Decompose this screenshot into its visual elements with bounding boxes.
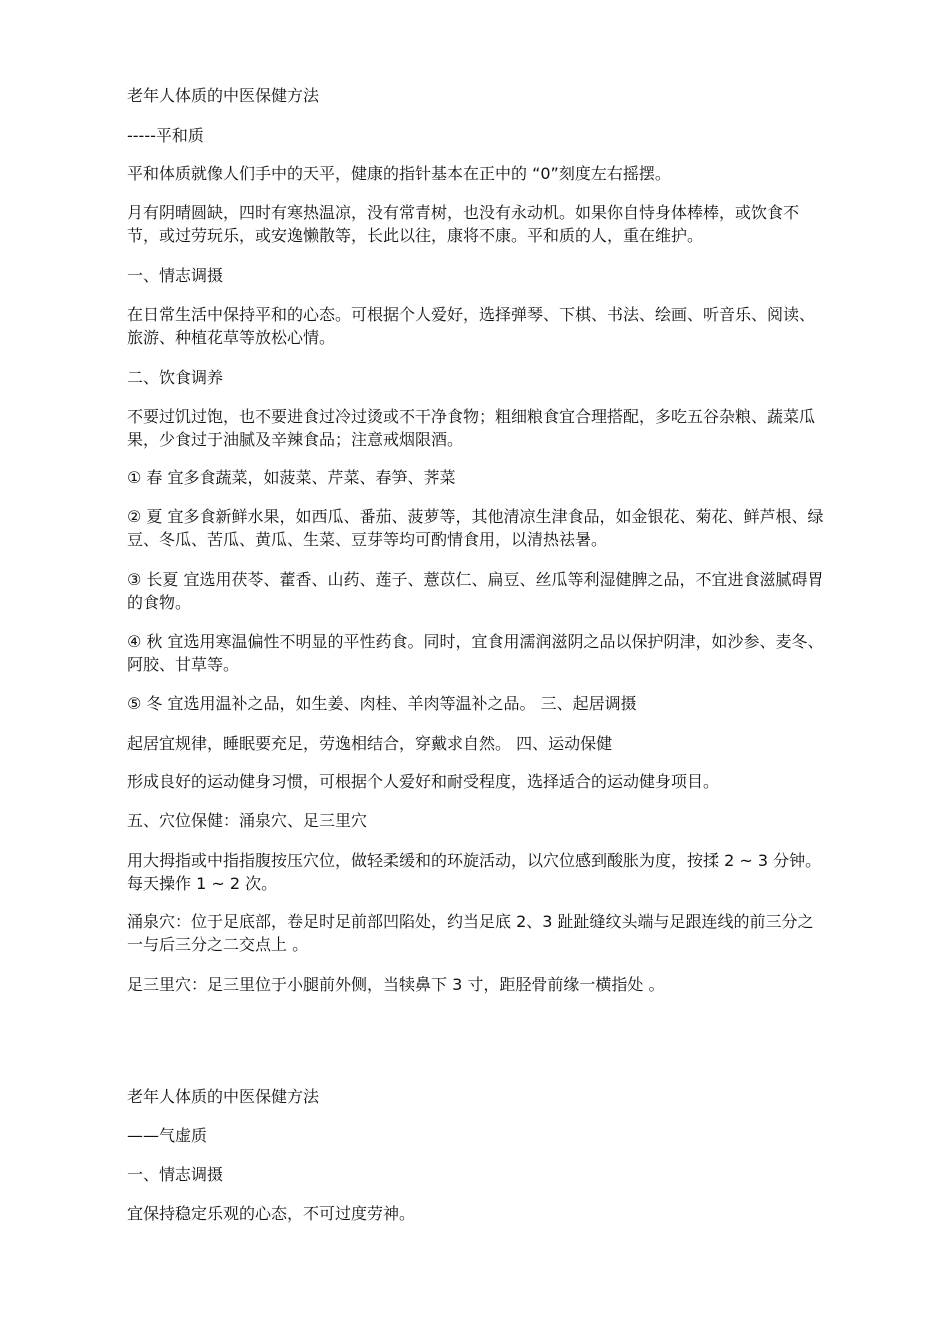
diet-long-summer: ③ 长夏 宜选用茯苓、藿香、山药、莲子、薏苡仁、扁豆、丝瓜等利湿健脾之品，不宜进食滋腻碍胃的食物。 <box>127 570 824 612</box>
section1-title: 老年人体质的中医保健方法 <box>127 86 320 105</box>
paragraph-acupoint: 用大拇指或中指指腹按压穴位，做轻柔缓和的环旋活动，以穴位感到酸胀为度，按揉 2 ~ 3 分钟。每天操作 1 ~ 2 次。 <box>127 851 822 893</box>
paragraph-daily-life: 起居宜规律，睡眠要充足，劳逸相结合，穿戴求自然。 四、运动保健 <box>127 734 613 753</box>
section2-subtitle: ——气虚质 <box>127 1126 208 1145</box>
paragraph-exercise: 形成良好的运动健身习惯，可根据个人爱好和耐受程度，选择适合的运动健身项目。 <box>127 772 720 791</box>
section1-intro-2: 月有阴晴圆缺，四时有寒热温凉，没有常青树，也没有永动机。如果你自恃身体棒棒，或饮食不节，或过劳玩乐，或安逸懒散等，长此以往，康将不康。平和质的人，重在维护。 <box>127 203 800 245</box>
heading-diet: 二、饮食调养 <box>127 368 224 387</box>
heading-acupoint: 五、穴位保健：涌泉穴、足三里穴 <box>127 811 368 830</box>
heading-emotion: 一、情志调摄 <box>127 266 224 285</box>
diet-winter: ⑤ 冬 宜选用温补之品，如生姜、肉桂、羊肉等温补之品。 三、起居调摄 <box>127 694 637 713</box>
diet-autumn: ④ 秋 宜选用寒温偏性不明显的平性药食。同时，宜食用濡润滋阴之品以保护阴津，如沙参、麦冬、阿胶、甘草等。 <box>127 632 824 674</box>
paragraph-diet: 不要过饥过饱，也不要进食过冷过烫或不干净食物；粗细粮食宜合理搭配，多吃五谷杂粮、蔬菜瓜果，少食过于油腻及辛辣食品；注意戒烟限酒。 <box>127 407 816 449</box>
section2-title: 老年人体质的中医保健方法 <box>127 1087 320 1106</box>
diet-summer: ② 夏 宜多食新鲜水果，如西瓜、番茄、菠萝等，其他清凉生津食品，如金银花、菊花、鲜芦根、绿豆、冬瓜、苦瓜、黄瓜、生菜、豆芽等均可酌情食用，以清热祛暑。 <box>127 507 824 549</box>
paragraph-emotion: 在日常生活中保持平和的心态。可根据个人爱好，选择弹琴、下棋、书法、绘画、听音乐、阅读、旅游、种植花草等放松心情。 <box>127 305 816 347</box>
diet-spring: ① 春 宜多食蔬菜，如菠菜、芹菜、春笋、荠菜 <box>127 468 456 487</box>
paragraph-yongquan: 涌泉穴：位于足底部，卷足时足前部凹陷处，约当足底 2、3 趾趾缝纹头端与足跟连线的前三分之一与后三分之二交点上 。 <box>127 912 814 954</box>
section1-intro-1: 平和体质就像人们手中的天平，健康的指针基本在正中的 “0”刻度左右摇摆。 <box>127 164 671 183</box>
section2-paragraph-emotion: 宜保持稳定乐观的心态，不可过度劳神。 <box>127 1204 416 1223</box>
paragraph-zusanli: 足三里穴：足三里位于小腿前外侧，当犊鼻下 3 寸，距胫骨前缘一横指处 。 <box>127 975 665 994</box>
section1-subtitle: -----平和质 <box>127 126 204 145</box>
section2-heading-emotion: 一、情志调摄 <box>127 1165 224 1184</box>
